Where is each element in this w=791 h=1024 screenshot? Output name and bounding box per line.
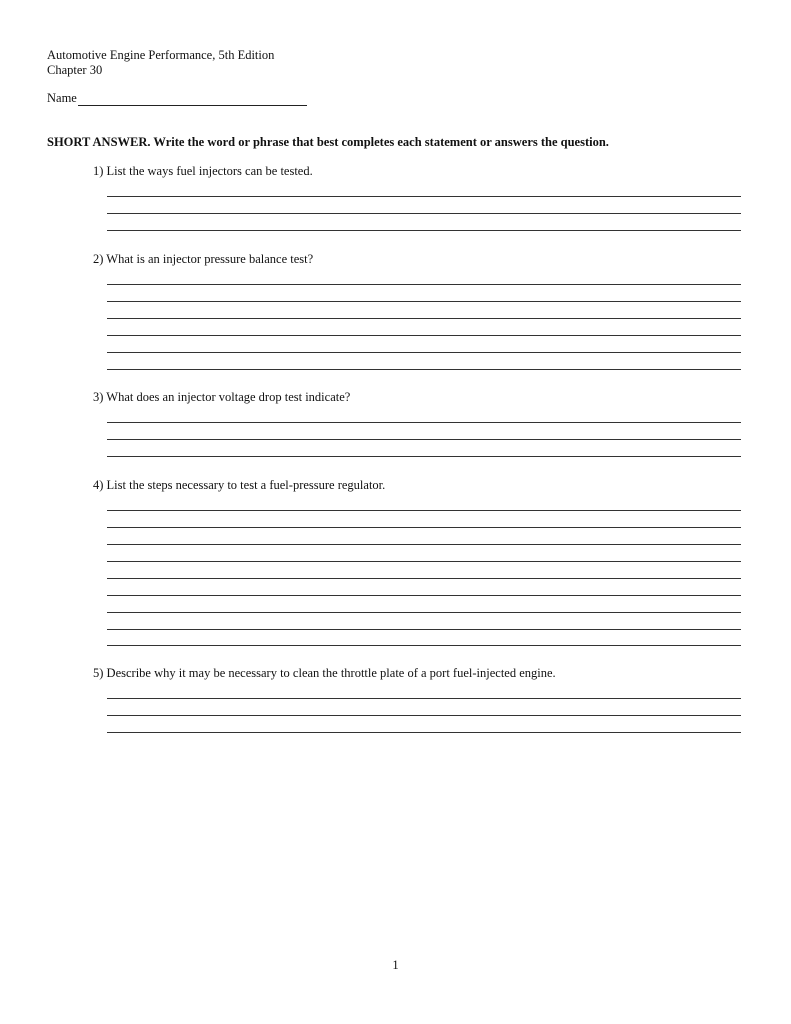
answer-line[interactable] [107,578,741,579]
answer-line[interactable] [107,612,741,613]
answer-line[interactable] [107,301,741,302]
book-title: Automotive Engine Performance, 5th Edition [47,48,275,62]
name-label: Name [47,91,77,105]
answer-line[interactable] [107,369,741,370]
page-number: 1 [392,958,399,972]
question-text: 5) Describe why it may be necessary to clean the throttle plate of a port fuel-injected engine. [93,666,556,680]
answer-line[interactable] [107,352,741,353]
question-text: 3) What does an injector voltage drop test indicate? [93,390,351,404]
answer-line[interactable] [107,629,741,630]
chapter-label: Chapter 30 [47,63,103,77]
answer-line[interactable] [107,561,741,562]
question-text: 4) List the steps necessary to test a fuel-pressure regulator. [93,478,386,492]
answer-line[interactable] [107,213,741,214]
answer-line[interactable] [107,544,741,545]
answer-line[interactable] [107,318,741,319]
answer-line[interactable] [107,645,741,646]
answer-line[interactable] [107,284,741,285]
answer-line[interactable] [107,595,741,596]
answer-line[interactable] [107,335,741,336]
answer-line[interactable] [107,196,741,197]
question-text: 1) List the ways fuel injectors can be tested. [93,164,313,178]
section-instructions: SHORT ANSWER. Write the word or phrase that best completes each statement or answers the question. [47,135,609,149]
question-text: 2) What is an injector pressure balance test? [93,252,314,266]
answer-line[interactable] [107,230,741,231]
answer-line[interactable] [107,439,741,440]
answer-line[interactable] [107,527,741,528]
document-header [47,48,274,78]
name-row [47,91,307,106]
answer-line[interactable] [107,698,741,699]
answer-line[interactable] [107,422,741,423]
answer-line[interactable] [107,456,741,457]
name-field[interactable] [78,92,307,106]
answer-line[interactable] [107,715,741,716]
answer-line[interactable] [107,510,741,511]
answer-line[interactable] [107,732,741,733]
